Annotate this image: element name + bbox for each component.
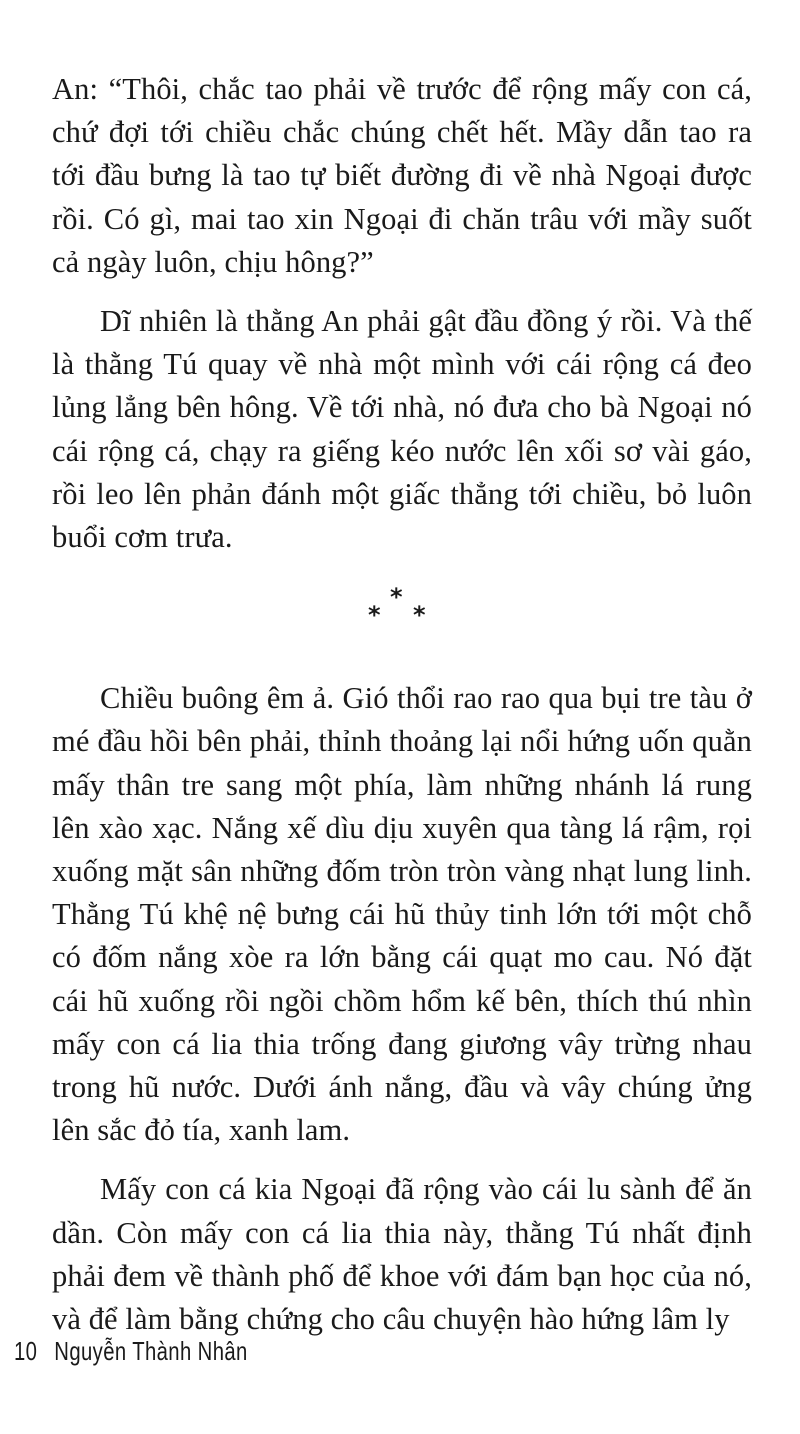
body-text <box>52 68 752 1357</box>
section-separator <box>52 575 752 647</box>
author-name: Nguyễn Thành Nhân <box>54 1336 248 1366</box>
paragraph-3: Chiều buông êm ả. Gió thổi rao rao qua bụi tre tàu ở mé đầu hồi bên phải, thỉnh thoảng lại nổi hứng uốn quằn mấy thân tre sang một phía, làm những nhánh lá rung lên xào xạc. Nắng xế dìu dịu xuyên qua tàng lá rậm, rọi xuống mặt sân những đốm tròn tròn vàng nhạt lung linh. Thằng Tú khệ nệ bưng cái hũ thủy tinh lớn tới một chỗ có đốm nắng xòe ra lớn bằng cái quạt mo cau. Nó đặt cái hũ xuống rồi ngồi chồm hổm kế bên, thích thú nhìn mấy con cá lia thia trống đang giương vây trừng nhau trong hũ nước. Dưới ánh nắng, đầu và vây chúng ửng lên sắc đỏ tía, xanh lam. <box>52 681 752 1148</box>
separator-star-top: * <box>390 583 403 612</box>
paragraph-4: Mấy con cá kia Ngoại đã rộng vào cái lu sành để ăn dần. Còn mấy con cá lia thia này, thằng Tú nhất định phải đem về thành phố để khoe với đám bạn học của nó, và để làm bằng chứng cho câu chuyện hào hứng lâm ly <box>52 1172 752 1337</box>
page-number: 10 <box>14 1336 38 1366</box>
paragraph-2: Dĩ nhiên là thằng An phải gật đầu đồng ý rồi. Và thế là thằng Tú quay về nhà một mình với cái rộng cá đeo lủng lẳng bên hông. Về tới nhà, nó đưa cho bà Ngoại nó cái rộng cá, chạy ra giếng kéo nước lên xối sơ vài gáo, rồi leo lên phản đánh một giấc thẳng tới chiều, bỏ luôn buổi cơm trưa. <box>52 304 752 555</box>
separator-star-left: * <box>368 601 381 630</box>
page-footer <box>14 1336 248 1366</box>
separator-star-right: * <box>413 601 426 630</box>
paragraph-dialogue: An: “Thôi, chắc tao phải về trước để rộng mấy con cá, chứ đợi tới chiều chắc chúng chết hết. Mầy dẫn tao ra tới đầu bưng là tao tự biết đường đi về nhà Ngoại được rồi. Có gì, mai tao xin Ngoại đi chăn trâu với mầy suốt cả ngày luôn, chịu hông?” <box>52 72 752 279</box>
